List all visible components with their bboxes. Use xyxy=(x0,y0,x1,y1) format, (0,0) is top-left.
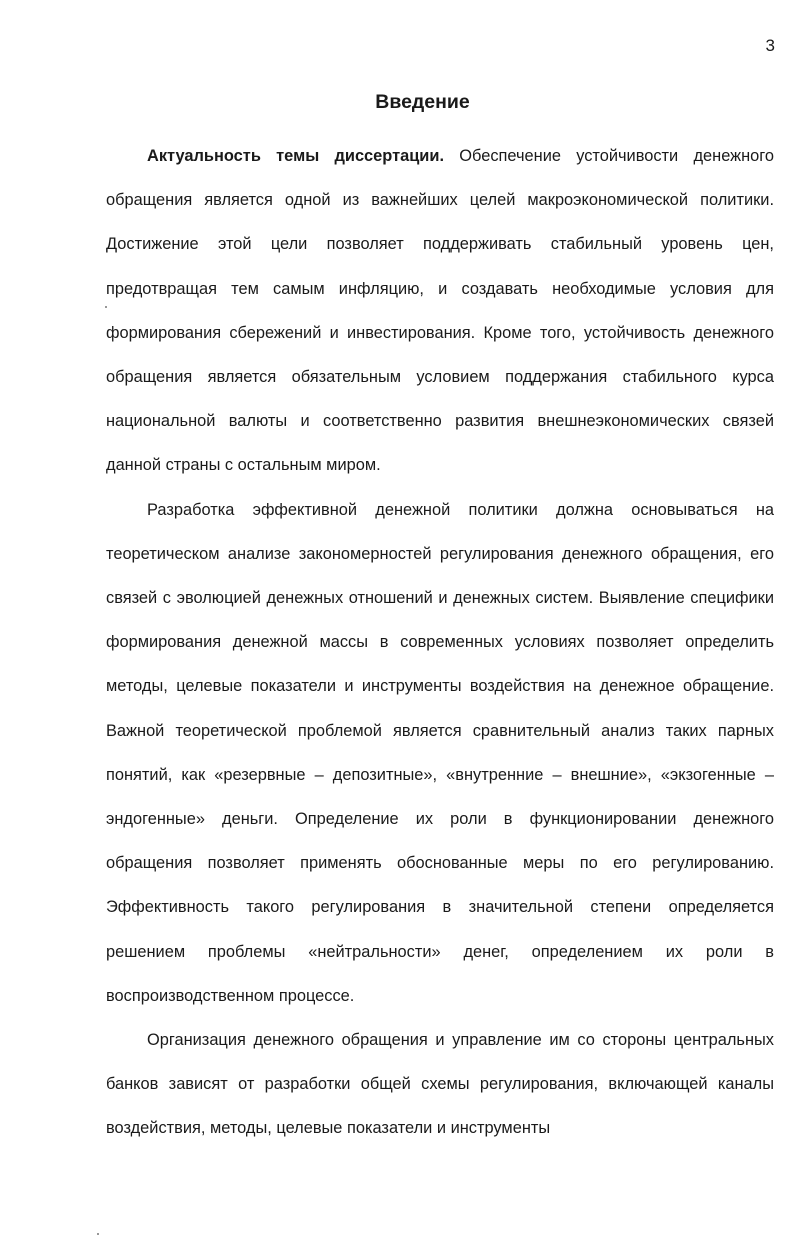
body-text xyxy=(106,134,774,1151)
scan-speck xyxy=(97,1233,99,1235)
paragraph-text: Организация денежного обращения и управление им со стороны центральных банков зависят от разработки общей схемы регулирования, включающей каналы воздействия, методы, целевые показатели и инструменты xyxy=(106,1031,774,1138)
paragraph-organization xyxy=(106,1018,774,1151)
section-title: Введение xyxy=(375,91,470,113)
page-number: 3 xyxy=(765,36,775,55)
paragraph-lead: Актуальность темы диссертации. xyxy=(147,147,445,165)
paragraph-text: Обеспечение устойчивости денежного обращения является одной из важнейших целей макроэкономической политики. Достижение этой цели позволяет поддерживать стабильный уровень цен, предотвращая тем самым инфляцию, и создавать необходимые условия для формирования сбережений и инвестирования. Кроме того, устойчивость денежного обращения является обязательным условием поддержания стабильного курса национальной валюты и соответственно развития внешнеэкономических связей данной страны с остальным миром. xyxy=(106,147,774,475)
scan-speck xyxy=(105,306,107,308)
paragraph-monetary-policy xyxy=(106,488,774,1018)
paragraph-text: Разработка эффективной денежной политики должна основываться на теоретическом анализе закономерностей регулирования денежного обращения, его связей с эволюцией денежных отношений и денежных систем. Выявление специфики формирования денежной массы в современных условиях позволяет определить методы, целевые показатели и инструменты воздействия на денежное обращение. Важной теоретической проблемой является сравнительный анализ таких парных понятий, как «резервные – депозитные», «внутренние – внешние», «экзогенные – эндогенные» деньги. Определение их роли в функционировании денежного обращения позволяет применять обоснованные меры по его регулированию. Эффективность такого регулирования в значительной степени определяется решением проблемы «нейтральности» денег, определением их роли в воспроизводственном процессе. xyxy=(106,500,774,1005)
paragraph-relevance xyxy=(106,134,774,488)
